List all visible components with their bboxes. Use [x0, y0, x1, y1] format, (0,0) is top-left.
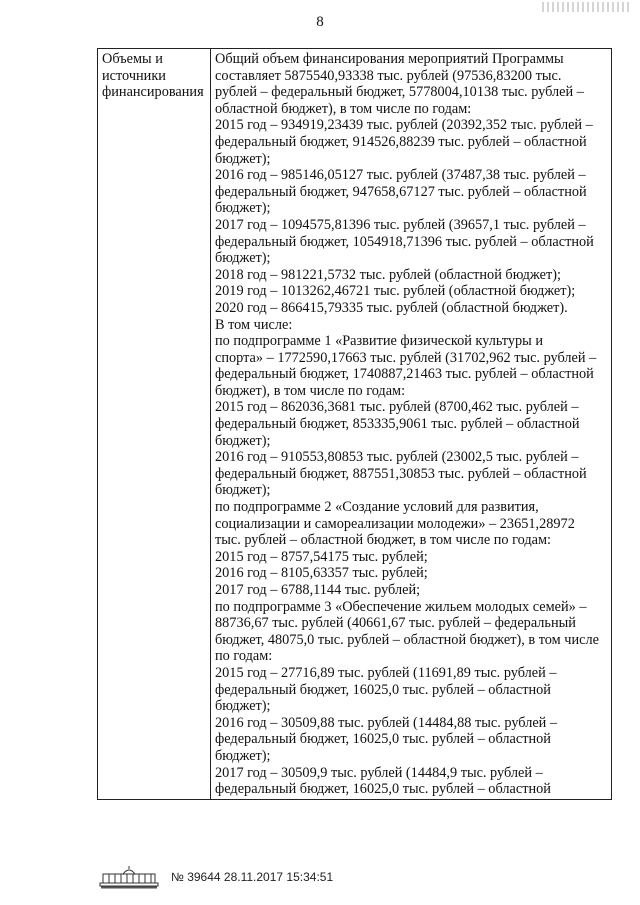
text-line: финансирования [102, 84, 204, 101]
text-line: 2018 год – 981221,5732 тыс. рублей (областной бюджет); [215, 266, 561, 283]
text-line: 2016 год – 30509,88 тыс. рублей (14484,88 тыс. рублей – [215, 714, 558, 731]
text-line: 2019 год – 1013262,46721 тыс. рублей (областной бюджет); [215, 283, 576, 300]
text-line: тыс. рублей – областной бюджет, в том числе по годам: [215, 532, 552, 549]
text-line: 2016 год – 8105,63357 тыс. рублей; [215, 565, 428, 582]
text-line: социализации и самореализации молодежи» – 23651,28972 [215, 515, 575, 532]
text-line: 2016 год – 910553,80853 тыс. рублей (23002,5 тыс. рублей – [215, 449, 579, 466]
text-line: бюджет); [215, 150, 271, 167]
text-line: федеральный бюджет, 16025,0 тыс. рублей – областной [215, 781, 551, 798]
text-line: бюджет); [215, 747, 271, 764]
text-line: бюджет), в том числе по годам: [215, 382, 406, 399]
scan-artifact-mark [542, 2, 632, 12]
financing-table [97, 48, 612, 800]
table-label-cell [98, 49, 211, 800]
text-line: по подпрограмме 2 «Создание условий для развития, [215, 499, 539, 516]
content-text [215, 51, 607, 798]
text-line: 2020 год – 866415,79335 тыс. рублей (областной бюджет). [215, 299, 568, 316]
label-text [102, 51, 206, 101]
text-line: федеральный бюджет, 853335,9061 тыс. рублей – областной [215, 416, 580, 433]
page-number: 8 [316, 14, 324, 30]
text-line: 2015 год – 8757,54175 тыс. рублей; [215, 548, 428, 565]
text-line: 2016 год – 985146,05127 тыс. рублей (37487,38 тыс. рублей – [215, 167, 586, 184]
table-content-cell [211, 49, 612, 800]
text-line: составляет 5875540,93338 тыс. рублей (97536,83200 тыс. [215, 67, 562, 84]
text-line: 2015 год – 934919,23439 тыс. рублей (20392,352 тыс. рублей – [215, 117, 593, 134]
text-line: 2017 год – 1094575,81396 тыс. рублей (39657,1 тыс. рублей – [215, 216, 586, 233]
text-line: федеральный бюджет, 16025,0 тыс. рублей – областной [215, 681, 551, 698]
text-line: бюджет, 48075,0 тыс. рублей – областной бюджет), в том числе [215, 631, 599, 648]
text-line: бюджет); [215, 200, 271, 217]
text-line: областной бюджет), в том числе по годам: [215, 100, 472, 117]
text-line: по подпрограмме 1 «Развитие физической культуры и [215, 333, 543, 350]
text-line: 2017 год – 30509,9 тыс. рублей (14484,9 тыс. рублей – [215, 764, 543, 781]
text-line: бюджет); [215, 698, 271, 715]
text-line: 2017 год – 6788,1144 тыс. рублей; [215, 582, 421, 598]
registration-stamp-text: № 39644 28.11.2017 15:34:51 [171, 870, 334, 884]
text-line: 2015 год – 27716,89 тыс. рублей (11691,89 тыс. рублей – [215, 664, 557, 681]
text-line: бюджет); [215, 250, 271, 267]
text-line: бюджет); [215, 432, 271, 449]
text-line: по подпрограмме 3 «Обеспечение жильем молодых семей» – [215, 598, 587, 615]
text-line: федеральный бюджет, 887551,30853 тыс. рублей – областной [215, 465, 587, 482]
text-line: федеральный бюджет, 1054918,71396 тыс. рублей – областной [215, 233, 594, 250]
text-line: рублей – федеральный бюджет, 5778004,10138 тыс. рублей – [215, 84, 584, 101]
text-line: источники [102, 67, 166, 84]
text-line: по годам: [215, 648, 273, 665]
text-line: В том числе: [215, 316, 293, 333]
text-line: 88736,67 тыс. рублей (40661,67 тыс. рублей – федеральный [215, 615, 576, 632]
text-line: федеральный бюджет, 16025,0 тыс. рублей – областной [215, 731, 551, 748]
building-emblem-icon [97, 865, 161, 889]
text-line: федеральный бюджет, 914526,88239 тыс. рублей – областной [215, 133, 587, 150]
text-line: Общий объем финансирования мероприятий Программы [215, 51, 564, 67]
text-line: спорта» – 1772590,17663 тыс. рублей (31702,962 тыс. рублей – [215, 349, 597, 366]
table-row [98, 49, 612, 800]
text-line: Объемы и [102, 51, 163, 67]
footer [97, 863, 333, 891]
text-line: бюджет); [215, 482, 271, 499]
text-line: 2015 год – 862036,3681 тыс. рублей (8700,462 тыс. рублей – [215, 399, 579, 416]
text-line: федеральный бюджет, 947658,67127 тыс. рублей – областной [215, 183, 587, 200]
text-line: федеральный бюджет, 1740887,21463 тыс. рублей – областной [215, 366, 594, 383]
